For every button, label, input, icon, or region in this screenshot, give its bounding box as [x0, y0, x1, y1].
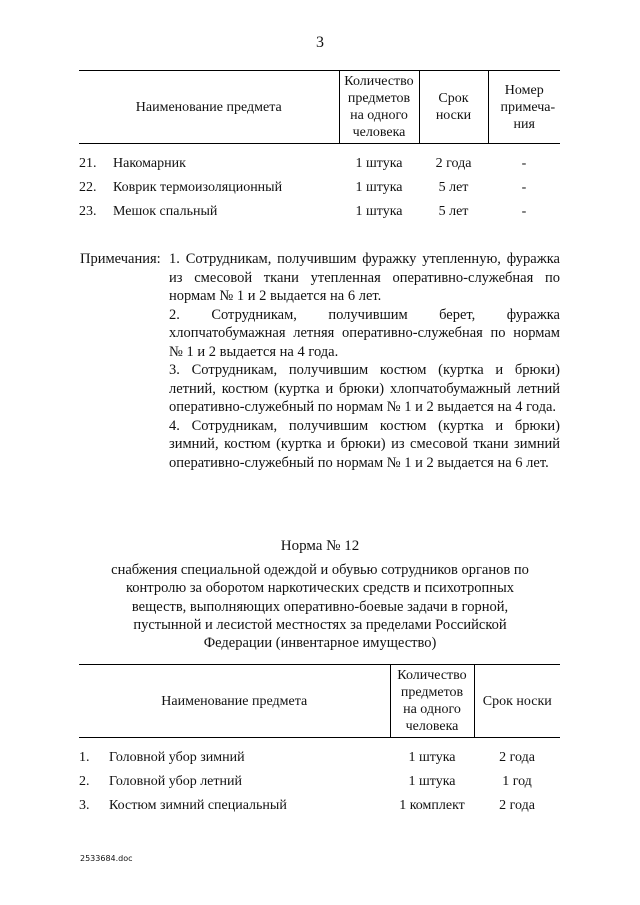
note-item: 3. Сотрудникам, получившим костюм (куртка и брюки) летний, костюм (куртка и брюки) хлопчатобумажный летний оперативно-служебный по нормам № 1 и 2 выдается на 4 года. [169, 362, 560, 415]
norm-description: снабжения специальной одеждой и обувью сотрудников органов по контролю за оборотом наркотических средств и психотропных веществ, выполняющих оперативно-боевые задачи в горной, пустынной и лесистой местностях за пределами Российской Федерации (инвентарное имущество) [111, 562, 529, 652]
note-item: 4. Сотрудникам, получившим костюм (куртка и брюки) зимний, костюм (куртка и брюки) из смесовой ткани зимний оперативно-служебный по нормам № 1 и 2 выдается на 6 лет. [169, 417, 560, 471]
item-term: 2 года [435, 156, 472, 171]
note-item: 2. Сотрудникам, получившим берет, фуражка хлопчатобумажная летняя оперативно-служебная по нормам № 1 и 2 выдается на 4 года. [169, 306, 560, 360]
item-term: 5 лет [438, 180, 469, 195]
items-table-2 [79, 664, 560, 818]
table-row [79, 746, 560, 770]
row-number: 23. [79, 204, 97, 219]
item-note: - [521, 180, 527, 195]
header-term: Срок носки [419, 71, 488, 144]
item-note: - [521, 156, 527, 171]
row-number: 1. [79, 750, 90, 765]
table-row [79, 794, 560, 818]
item-term: 1 год [502, 774, 532, 789]
table-header [79, 71, 560, 144]
item-quantity: 1 штука [408, 774, 456, 789]
item-name: Головной убор зимний [109, 750, 245, 765]
notes-section [80, 250, 560, 472]
item-name: Головной убор летний [109, 774, 242, 789]
document-filename: 2533684.doc [80, 854, 133, 863]
item-quantity: 1 комплект [399, 798, 465, 813]
header-note-number: Номер примеча-ния [488, 71, 560, 144]
item-quantity: 1 штука [355, 204, 403, 219]
table-row [79, 200, 560, 224]
table-row [79, 152, 560, 176]
item-quantity: 1 штука [408, 750, 456, 765]
table-header [79, 665, 560, 738]
items-table-1 [79, 70, 560, 224]
row-number: 3. [79, 798, 90, 813]
item-term: 2 года [499, 798, 535, 813]
note-item: 1. Сотрудникам, получившим фуражку утепленную, фуражка из смесовой ткани утепленная оперативно-служебная по нормам № 1 и 2 выдается на 6 лет. [169, 251, 560, 304]
row-number: 21. [79, 156, 97, 171]
table-row [79, 770, 560, 794]
item-quantity: 1 штука [355, 180, 403, 195]
header-term: Срок носки [474, 665, 560, 738]
item-name: Костюм зимний специальный [109, 798, 287, 813]
page-number: 3 [316, 34, 324, 51]
header-quantity: Количество предметов на одного человека [339, 71, 419, 144]
item-term: 2 года [499, 750, 535, 765]
header-item-name: Наименование предмета [79, 665, 390, 738]
header-item-name: Наименование предмета [79, 71, 339, 144]
table-row [79, 176, 560, 200]
row-number: 2. [79, 774, 90, 789]
item-name: Накомарник [113, 156, 186, 171]
header-quantity: Количество предметов на одного человека [390, 665, 474, 738]
item-note: - [521, 204, 527, 219]
row-number: 22. [79, 180, 97, 195]
item-name: Коврик термоизоляционный [113, 180, 283, 195]
item-quantity: 1 штука [355, 156, 403, 171]
item-name: Мешок спальный [113, 204, 218, 219]
notes-label: Примечания: [80, 251, 161, 267]
norm-title: Норма № 12 [280, 538, 360, 554]
item-term: 5 лет [438, 204, 469, 219]
